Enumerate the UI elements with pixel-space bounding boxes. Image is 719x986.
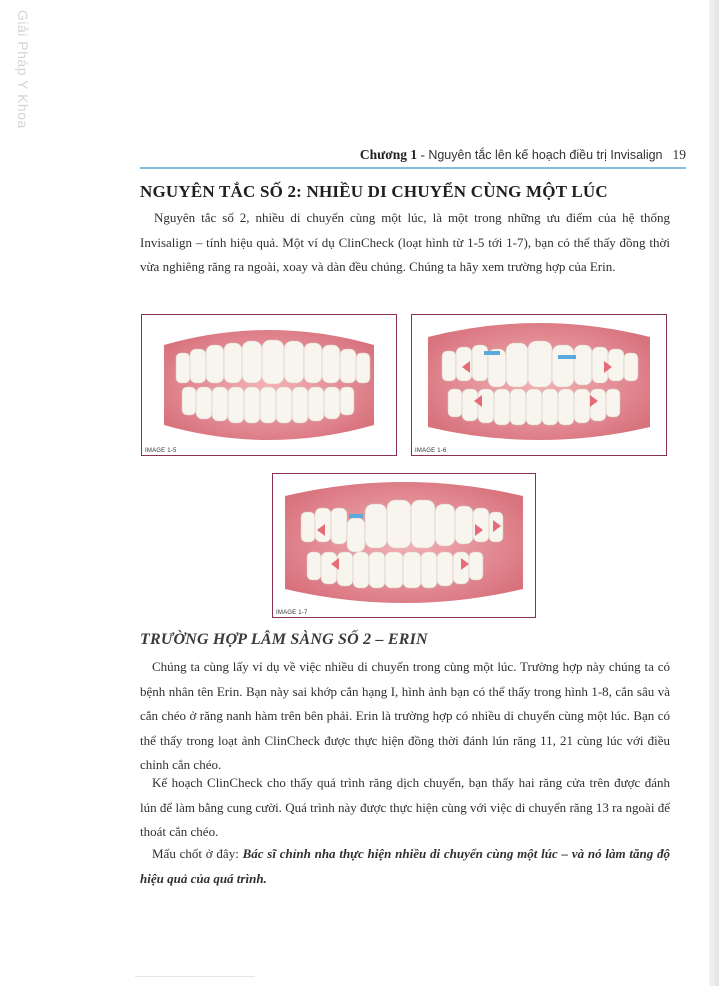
key-point-paragraph xyxy=(140,842,670,891)
attachment-marker xyxy=(349,514,363,518)
teeth-illustration xyxy=(273,474,535,617)
teeth-illustration xyxy=(412,315,666,455)
figure-image-1-5 xyxy=(141,314,397,456)
figure-caption: IMAGE 1-6 xyxy=(415,448,447,454)
case-heading-erin: TRƯỜNG HỢP LÂM SÀNG SỐ 2 – ERIN xyxy=(140,631,428,648)
key-point-text: Bác sĩ chỉnh nha thực hiện nhiều di chuyển cùng một lúc – và nó làm tăng độ hiệu quả của quá trình. xyxy=(140,846,670,886)
section-paragraph: Nguyên tắc số 2, nhiều di chuyển cùng một lúc, là một trong những ưu điểm của hệ thống Invisalign – tính hiệu quả. Một ví dụ ClinCheck (loạt hình từ 1-5 tới 1-7), bạn có thể thấy đồng thời vừa nghiêng răng ra ngoài, xoay và dàn đều chúng. Chúng ta hãy xem trường hợp của Erin. xyxy=(140,210,670,274)
header-separator: - xyxy=(417,147,429,162)
case-paragraph-1: Chúng ta cùng lấy ví dụ về việc nhiều di chuyển trong cùng một lúc. Trường hợp này chúng ta có bệnh nhân tên Erin. Bạn này sai khớp cắn hạng I, hình ảnh bạn có thể thấy trong hình 1-8, cắn sâu và cắn chéo ở răng nanh hàm trên bên phải. Erin là trường hợp có nhiều di chuyển cùng một lúc. Bạn có thể thấy trong loạt ảnh ClinCheck được thực hiện đồng thời đánh lún răng 11, 21 cùng lúc với điều chỉnh cắn chéo. xyxy=(140,659,670,772)
watermark: Giải Pháp Y Khoa xyxy=(15,10,31,129)
chapter-subtitle: Nguyên tắc lên kế hoạch điều trị Invisalign xyxy=(428,148,663,162)
section-heading-principle-2: NGUYÊN TẮC SỐ 2: NHIỀU DI CHUYỂN CÙNG MỘT LÚC xyxy=(140,182,608,201)
case-paragraph-2: Kế hoạch ClinCheck cho thấy quá trình răng dịch chuyển, bạn thấy hai răng cửa trên được đánh lún để làm bằng cung cười. Quá trình này được thực hiện cùng với việc di chuyển răng 13 ra ngoài để thoát cắn chéo. xyxy=(140,775,670,839)
page-number: 19 xyxy=(672,147,686,162)
teeth-illustration xyxy=(142,315,396,455)
figure-image-1-6 xyxy=(411,314,667,456)
attachment-marker xyxy=(484,351,500,355)
figure-image-1-7 xyxy=(272,473,536,618)
page-edge xyxy=(709,0,719,986)
attachment-marker xyxy=(558,355,576,359)
running-header xyxy=(140,147,686,167)
figure-caption: IMAGE 1-7 xyxy=(276,610,308,616)
key-point-lead: Mấu chốt ở đây: xyxy=(152,846,243,861)
header-rule xyxy=(140,167,686,169)
chapter-label: Chương 1 xyxy=(359,147,418,162)
figure-caption: IMAGE 1-5 xyxy=(145,448,177,454)
footer-rule xyxy=(135,976,255,977)
